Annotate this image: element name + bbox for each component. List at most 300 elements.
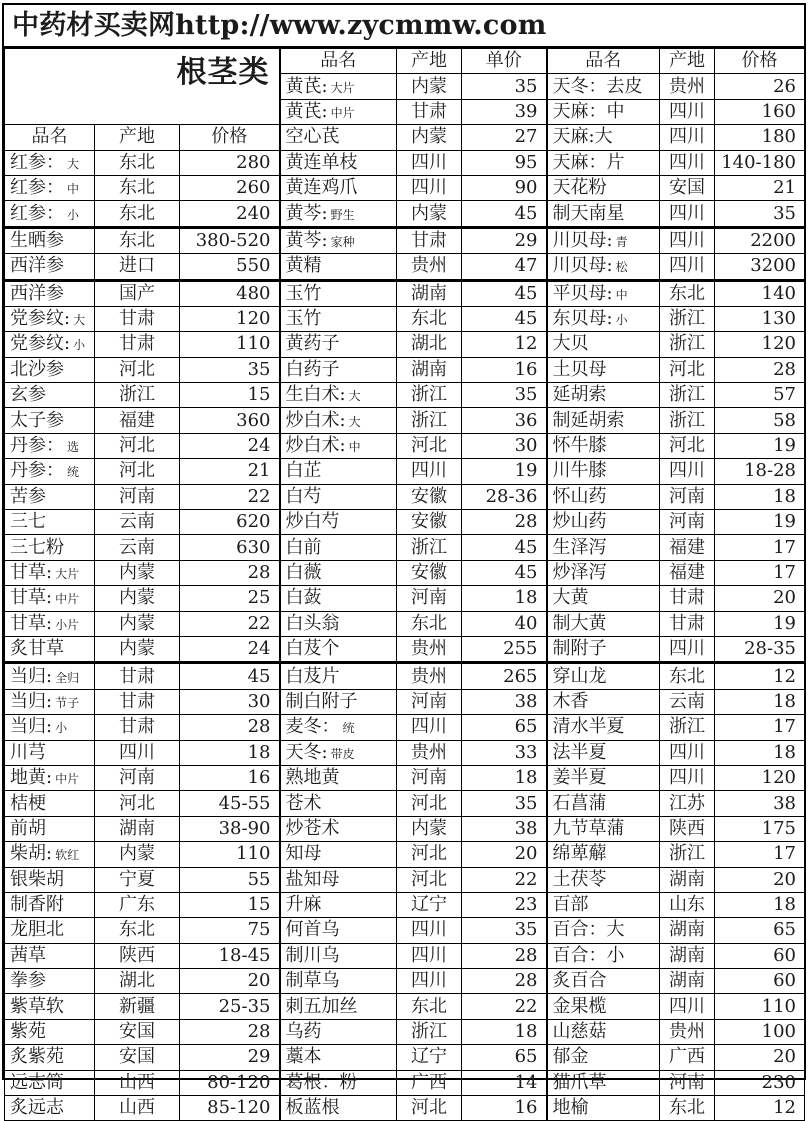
price-cell: 35 (462, 74, 547, 99)
herb-name: 石菖蒲 (552, 792, 607, 814)
herb-name-cell (547, 765, 660, 790)
origin-cell: 四川 (660, 765, 715, 790)
herb-name-cell (547, 175, 660, 200)
herb-name-cell (280, 175, 397, 200)
herb-name: 桔梗 (10, 792, 46, 814)
herb-name-suffix: 大片 (330, 80, 355, 95)
herb-name-cell (5, 227, 95, 253)
herb-name: 空心芪 (285, 126, 340, 148)
origin-cell: 内蒙 (95, 842, 180, 867)
table-row (5, 765, 805, 790)
origin-cell: 四川 (660, 740, 715, 765)
herb-name: 前胡 (10, 817, 46, 839)
herb-name: 黄芪: (285, 75, 328, 97)
price-cell: 130 (715, 306, 805, 331)
origin-cell: 河南 (95, 484, 180, 509)
table-row (5, 1019, 805, 1044)
herb-name-cell (280, 969, 397, 994)
herb-name-cell (280, 918, 397, 943)
price-cell: 18 (715, 689, 805, 714)
herb-name: 制延胡索 (552, 409, 625, 431)
origin-cell: 东北 (397, 611, 462, 636)
herb-name-suffix: 小片 (55, 617, 80, 632)
origin-cell: 东北 (95, 175, 180, 200)
herb-name-cell (5, 459, 95, 484)
price-cell: 120 (715, 332, 805, 357)
price-cell: 480 (180, 280, 280, 306)
herb-name-suffix: 松 (615, 260, 628, 275)
price-cell: 28 (180, 560, 280, 585)
herb-name-cell (5, 943, 95, 968)
origin-cell: 东北 (95, 918, 180, 943)
herb-name: 姜半夏 (552, 767, 607, 789)
herb-name-suffix: 大片 (55, 567, 80, 581)
price-cell: 28 (462, 510, 547, 535)
herb-name-cell (280, 663, 397, 689)
table-row (5, 689, 805, 714)
herb-name-suffix: 中 (615, 287, 628, 302)
table-row (5, 892, 805, 917)
origin-cell: 河北 (95, 433, 180, 458)
price-cell: 18 (462, 586, 547, 611)
column-header: 品名 (547, 49, 660, 74)
origin-cell: 河南 (95, 765, 180, 790)
price-cell: 19 (715, 611, 805, 636)
price-cell: 28 (180, 1019, 280, 1044)
herb-name: 生泽泻 (552, 536, 607, 558)
price-cell: 33 (462, 740, 547, 765)
origin-cell: 广西 (660, 1045, 715, 1070)
herb-name-cell (280, 740, 397, 765)
herb-name: 地榆 (552, 1097, 589, 1119)
origin-cell: 进口 (95, 254, 180, 280)
herb-name: 党参纹: (10, 333, 71, 355)
herb-name: 猫爪草 (552, 1071, 607, 1093)
herb-name-cell (547, 994, 660, 1019)
table-row (5, 867, 805, 892)
price-cell: 120 (715, 765, 805, 790)
herb-name-cell (547, 408, 660, 433)
herb-name: 百合：小 (552, 944, 625, 966)
origin-cell: 四川 (397, 150, 462, 175)
herb-name: 九节草蒲 (552, 817, 625, 839)
herb-name-cell (5, 918, 95, 943)
herb-name-cell (280, 150, 397, 175)
price-cell: 140 (715, 280, 805, 306)
price-cell: 28 (180, 715, 280, 740)
herb-name-cell (547, 74, 660, 99)
herb-name-cell (280, 484, 397, 509)
herb-name-cell (547, 560, 660, 585)
price-cell: 24 (180, 636, 280, 662)
herb-name-cell (547, 867, 660, 892)
origin-cell: 广东 (95, 892, 180, 917)
herb-name: 天麻：中 (552, 100, 625, 122)
herb-name: 天麻：片 (552, 151, 625, 173)
herb-name-cell (5, 611, 95, 636)
origin-cell: 安徽 (397, 510, 462, 535)
price-cell: 95 (462, 150, 547, 175)
origin-cell: 辽宁 (397, 1045, 462, 1070)
price-cell: 47 (462, 254, 547, 280)
origin-cell: 湖北 (95, 969, 180, 994)
herb-name-cell (280, 332, 397, 357)
price-cell: 18-28 (715, 459, 805, 484)
herb-name: 天冬：去皮 (552, 75, 643, 97)
origin-cell: 贵州 (397, 254, 462, 280)
origin-cell: 四川 (397, 943, 462, 968)
column-header: 价格 (715, 49, 805, 74)
price-cell: 20 (715, 867, 805, 892)
herb-name: 茜草 (10, 944, 46, 966)
price-cell: 55 (180, 867, 280, 892)
herb-name-cell (5, 175, 95, 200)
origin-cell: 内蒙 (95, 636, 180, 662)
herb-name: 紫草软 (10, 995, 64, 1017)
herb-name: 炒山药 (552, 511, 607, 533)
table-row (5, 125, 805, 150)
herb-name-cell (547, 433, 660, 458)
herb-name: 远志筒 (10, 1071, 64, 1093)
herb-name-cell (547, 715, 660, 740)
origin-cell: 贵州 (660, 1019, 715, 1044)
table-row (5, 383, 805, 408)
price-cell: 28-35 (715, 636, 805, 662)
herb-name-suffix: 小 (73, 338, 86, 353)
origin-cell: 湖南 (660, 969, 715, 994)
herb-name: 当归: (10, 690, 53, 712)
herb-name-cell (547, 842, 660, 867)
herb-name-cell (5, 1019, 95, 1044)
price-cell: 65 (462, 715, 547, 740)
origin-cell: 河北 (397, 791, 462, 816)
herb-name: 刺五加丝 (285, 995, 358, 1017)
price-cell: 17 (715, 715, 805, 740)
herb-name-cell (5, 150, 95, 175)
price-cell: 65 (462, 1045, 547, 1070)
herb-name-cell (5, 383, 95, 408)
table-row (5, 510, 805, 535)
herb-name: 制白附子 (285, 690, 358, 712)
herb-name: 川芎 (10, 741, 46, 763)
price-cell: 17 (715, 535, 805, 560)
price-cell: 20 (715, 586, 805, 611)
table-row (5, 357, 805, 382)
origin-cell: 贵州 (397, 636, 462, 662)
herb-name-cell (280, 715, 397, 740)
herb-name-cell (280, 280, 397, 306)
price-cell: 19 (715, 433, 805, 458)
herb-name-cell (547, 892, 660, 917)
price-cell: 75 (180, 918, 280, 943)
herb-name-cell (547, 689, 660, 714)
table-row (5, 49, 805, 74)
column-header: 品名 (280, 49, 397, 74)
herb-name: 绵萆薢 (552, 843, 607, 865)
price-cell: 100 (715, 1019, 805, 1044)
column-header: 价格 (180, 125, 280, 150)
herb-name: 拳参 (10, 970, 46, 992)
herb-name: 川贝母: (552, 229, 613, 251)
price-cell: 60 (715, 969, 805, 994)
origin-cell: 四川 (660, 459, 715, 484)
herb-name-cell (547, 383, 660, 408)
herb-name-cell (547, 357, 660, 382)
price-cell: 16 (180, 765, 280, 790)
table-row (5, 150, 805, 175)
herb-name-cell (5, 689, 95, 714)
origin-cell: 四川 (660, 227, 715, 253)
herb-name-suffix: 节子 (55, 695, 80, 710)
origin-cell: 云南 (95, 535, 180, 560)
herb-name: 红参： (10, 177, 64, 199)
price-cell: 38 (462, 816, 547, 841)
herb-name: 天花粉 (552, 177, 607, 199)
herb-name-cell (5, 969, 95, 994)
table-row (5, 791, 805, 816)
price-cell: 18-45 (180, 943, 280, 968)
price-cell: 180 (715, 125, 805, 150)
origin-cell: 河北 (397, 1096, 462, 1121)
table-row (5, 842, 805, 867)
table-row (5, 715, 805, 740)
herb-name: 大黄 (552, 587, 589, 609)
herb-name-cell (5, 280, 95, 306)
price-cell: 120 (180, 306, 280, 331)
price-cell: 18 (462, 1019, 547, 1044)
price-cell: 550 (180, 254, 280, 280)
origin-cell: 河南 (660, 1070, 715, 1095)
price-cell: 28 (462, 943, 547, 968)
herb-name-cell (280, 408, 397, 433)
herb-name: 白芨片 (285, 665, 340, 687)
herb-name: 麦冬： (285, 716, 340, 738)
herb-name: 黄精 (285, 255, 322, 277)
herb-name-cell (280, 1019, 397, 1044)
table-row (5, 740, 805, 765)
herb-name-suffix: 中片 (55, 772, 80, 787)
herb-name: 柴胡: (10, 843, 53, 865)
table-row (5, 816, 805, 841)
origin-cell: 东北 (660, 663, 715, 689)
table-row (5, 1096, 805, 1121)
price-cell: 18 (715, 892, 805, 917)
origin-cell: 四川 (660, 125, 715, 150)
herb-name: 甘草: (10, 562, 53, 583)
herb-name-cell (547, 201, 660, 227)
price-cell: 22 (462, 994, 547, 1019)
table-row (5, 254, 805, 280)
origin-cell: 云南 (660, 689, 715, 714)
origin-cell: 东北 (660, 280, 715, 306)
price-cell: 45 (462, 306, 547, 331)
origin-cell: 河北 (95, 357, 180, 382)
origin-cell: 河北 (397, 867, 462, 892)
herb-name-cell (5, 408, 95, 433)
herb-name: 太子参 (10, 409, 64, 431)
herb-name: 红参： (10, 202, 64, 224)
herb-name-cell (547, 636, 660, 662)
origin-cell: 湖南 (95, 816, 180, 841)
herb-name-suffix: 大 (67, 156, 80, 171)
herb-name: 炒白术: (285, 435, 346, 457)
price-cell: 380-520 (180, 227, 280, 253)
origin-cell: 河南 (660, 484, 715, 509)
price-cell: 18 (180, 740, 280, 765)
herb-name-cell (280, 306, 397, 331)
herb-name-cell (547, 150, 660, 175)
origin-cell: 河北 (660, 433, 715, 458)
herb-name: 知母 (285, 843, 322, 865)
herb-name-cell (5, 715, 95, 740)
price-cell: 36 (462, 408, 547, 433)
price-cell: 630 (180, 535, 280, 560)
price-cell: 30 (180, 689, 280, 714)
herb-name: 天麻:大 (552, 126, 613, 148)
herb-name: 炙紫苑 (10, 1046, 64, 1068)
origin-cell: 四川 (397, 715, 462, 740)
table-row (5, 408, 805, 433)
herb-name-cell (280, 535, 397, 560)
herb-name-cell (547, 459, 660, 484)
table-row (5, 994, 805, 1019)
origin-cell: 福建 (660, 535, 715, 560)
category-title: 根茎类 (5, 49, 280, 125)
column-header: 产地 (660, 49, 715, 74)
table-row (5, 227, 805, 253)
origin-cell: 甘肃 (95, 306, 180, 331)
herb-name-cell (280, 357, 397, 382)
table-row (5, 969, 805, 994)
herb-name-suffix: 野生 (330, 207, 355, 222)
herb-name: 玉竹 (285, 282, 322, 304)
herb-name-cell (280, 765, 397, 790)
price-cell: 85-120 (180, 1096, 280, 1121)
price-cell: 65 (715, 918, 805, 943)
herb-name: 升麻 (285, 894, 322, 916)
herb-name: 炒苍术 (285, 817, 340, 839)
price-cell: 35 (180, 357, 280, 382)
herb-name-cell (5, 560, 95, 585)
herb-name: 百部 (552, 894, 589, 916)
herb-name: 川牛膝 (552, 460, 607, 482)
herb-name-cell (547, 99, 660, 124)
herb-name-cell (547, 484, 660, 509)
origin-cell: 新疆 (95, 994, 180, 1019)
price-cell: 35 (715, 201, 805, 227)
herb-name-suffix: 统 (67, 465, 80, 480)
origin-cell: 湖南 (397, 357, 462, 382)
herb-name: 银柴胡 (10, 868, 64, 890)
price-cell: 110 (180, 842, 280, 867)
origin-cell: 内蒙 (397, 74, 462, 99)
herb-name-cell (547, 663, 660, 689)
table-row (5, 663, 805, 689)
herb-name-cell (5, 816, 95, 841)
table-row (5, 459, 805, 484)
price-cell: 45 (462, 560, 547, 585)
herb-name-cell (5, 867, 95, 892)
origin-cell: 安国 (660, 175, 715, 200)
price-cell: 29 (180, 1045, 280, 1070)
price-cell: 16 (462, 357, 547, 382)
herb-name: 黄芩: (285, 229, 328, 251)
origin-cell: 四川 (660, 99, 715, 124)
origin-cell: 湖北 (397, 332, 462, 357)
herb-name: 三七粉 (10, 536, 64, 558)
origin-cell: 甘肃 (95, 715, 180, 740)
origin-cell: 浙江 (397, 535, 462, 560)
price-cell: 35 (462, 918, 547, 943)
table-row (5, 306, 805, 331)
herb-name: 玉竹 (285, 308, 322, 330)
herb-name-suffix: 统 (342, 721, 355, 736)
price-cell: 3200 (715, 254, 805, 280)
column-header: 单价 (462, 49, 547, 74)
price-cell: 26 (715, 74, 805, 99)
origin-cell: 浙江 (660, 306, 715, 331)
herb-name: 穿山龙 (552, 665, 607, 687)
price-cell: 90 (462, 175, 547, 200)
price-cell: 260 (180, 175, 280, 200)
price-cell: 35 (462, 383, 547, 408)
origin-cell: 湖南 (660, 867, 715, 892)
herb-name-cell (547, 254, 660, 280)
herb-name: 炙甘草 (10, 638, 64, 660)
herb-name-cell (280, 383, 397, 408)
herb-name-cell (280, 636, 397, 662)
origin-cell: 甘肃 (397, 227, 462, 253)
price-cell: 280 (180, 150, 280, 175)
herb-name-cell (547, 332, 660, 357)
herb-name-cell (280, 459, 397, 484)
herb-name-cell (547, 510, 660, 535)
price-cell: 35 (462, 791, 547, 816)
table-row (5, 332, 805, 357)
origin-cell: 安徽 (397, 560, 462, 585)
herb-name-cell (5, 254, 95, 280)
herb-name: 平贝母: (552, 282, 613, 304)
price-cell: 57 (715, 383, 805, 408)
price-cell: 45 (462, 535, 547, 560)
price-cell: 18 (715, 740, 805, 765)
herb-name-cell (547, 943, 660, 968)
herb-name: 金果榄 (552, 995, 607, 1017)
herb-name-cell (280, 560, 397, 585)
origin-cell: 浙江 (660, 383, 715, 408)
herb-name-cell (5, 306, 95, 331)
herb-name: 制香附 (10, 894, 64, 916)
herb-name: 当归: (10, 665, 53, 687)
origin-cell: 甘肃 (95, 332, 180, 357)
herb-name-suffix: 软红 (55, 848, 80, 863)
origin-cell: 甘肃 (95, 689, 180, 714)
herb-name: 清水半夏 (552, 716, 625, 738)
herb-name-cell (5, 765, 95, 790)
price-cell: 18 (715, 484, 805, 509)
price-cell: 620 (180, 510, 280, 535)
table-row (5, 175, 805, 200)
origin-cell: 浙江 (660, 842, 715, 867)
table-row (5, 611, 805, 636)
herb-name-cell (5, 357, 95, 382)
herb-name-cell (5, 740, 95, 765)
herb-name-cell (280, 586, 397, 611)
herb-name: 当归: (10, 716, 53, 738)
origin-cell: 河北 (660, 357, 715, 382)
herb-name-cell (547, 227, 660, 253)
herb-name: 大贝 (552, 333, 589, 355)
